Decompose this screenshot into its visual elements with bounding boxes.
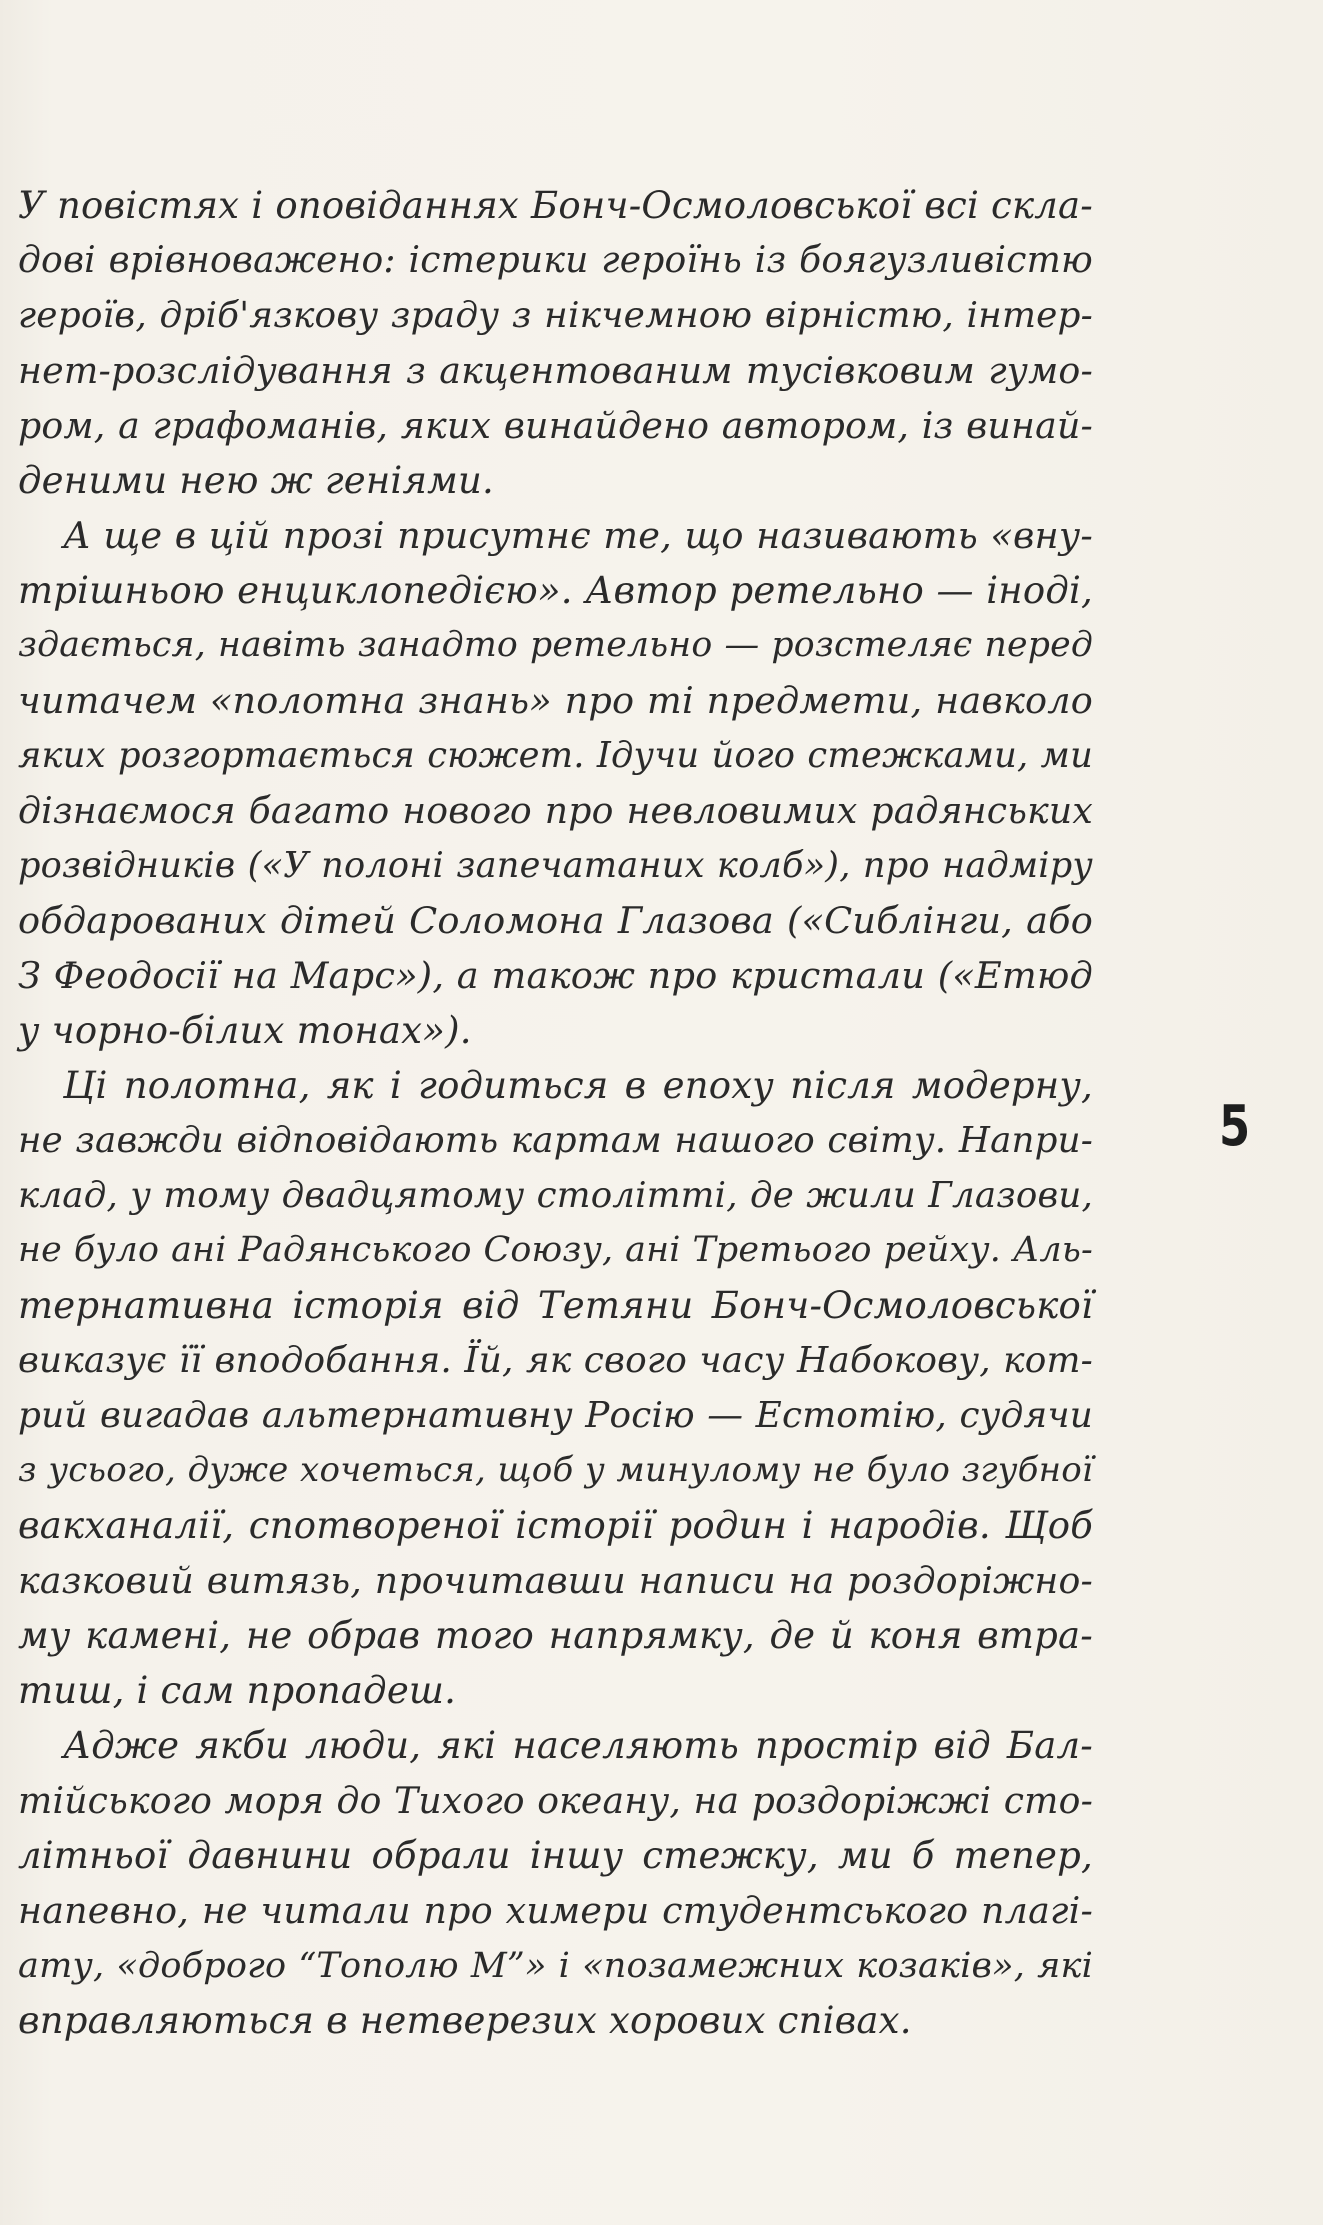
text-line: Адже якби люди, які населяють простір від Бал- xyxy=(63,1724,1093,1767)
text-line: тернативна історія від Тетяни Бонч-Осмоловської xyxy=(18,1284,1093,1327)
text-line: вакханалії, спотвореної історії родин і народів. Щоб xyxy=(18,1504,1093,1547)
text-line: казковий витязь, прочитавши написи на роздоріжно- xyxy=(18,1559,1093,1602)
text-line: нет-розслідування з акцентованим тусівковим гумо- xyxy=(18,349,1093,392)
text-line: не завжди відповідають картам нашого світу. Напри- xyxy=(18,1120,1093,1161)
text-line: героїв, дріб'язкову зраду з нікчемною вірністю, інтер- xyxy=(18,295,1093,336)
paragraph-1 xyxy=(18,178,1093,508)
text-line: трішньою енциклопедією». Автор ретельно — іноді, xyxy=(18,569,1093,612)
text-line: ату, «доброго “Тополю М”» і «позамежних козаків», які xyxy=(18,1945,1093,1986)
text-line: тиш, і сам пропадеш. xyxy=(18,1669,457,1712)
text-line: А ще в цій прозі присутнє те, що називають «вну- xyxy=(63,514,1093,557)
text-line: Ці полотна, як і годиться в епоху після модерну, xyxy=(63,1064,1093,1107)
text-line: виказує її вподобання. Їй, як свого часу Набокову, кот- xyxy=(18,1340,1093,1381)
body-text xyxy=(18,178,1093,2048)
text-line: тійського моря до Тихого океану, на роздоріжжі сто- xyxy=(18,1779,1093,1822)
text-line: здається, навіть занадто ретельно — розстеляє перед xyxy=(18,625,1093,665)
paragraph-4 xyxy=(18,1718,1093,2048)
text-line: у чорно-білих тонах»). xyxy=(18,1009,472,1052)
text-line: розвідників («У полоні запечатаних колб»), про надміру xyxy=(18,845,1093,886)
text-line: У повістях і оповіданнях Бонч-Осмоловської всі скла- xyxy=(18,184,1093,227)
text-line: клад, у тому двадцятому столітті, де жили Глазови, xyxy=(18,1175,1093,1216)
text-line: дізнаємося багато нового про невловимих радянських xyxy=(18,789,1093,832)
text-line: дові врівноважено: істерики героїнь із боягузливістю xyxy=(18,239,1093,281)
text-line: деними нею ж геніями. xyxy=(18,459,495,502)
paragraph-2 xyxy=(18,508,1093,1058)
text-line: з усього, дуже хочеться, щоб у минулому не було згубної xyxy=(18,1450,1093,1490)
text-line: З Феодосії на Марс»), а також про кристали («Етюд xyxy=(18,954,1093,997)
text-line: не було ані Радянського Союзу, ані Третього рейху. Аль- xyxy=(18,1230,1093,1270)
text-line: обдарованих дітей Соломона Глазова («Сиблінги, або xyxy=(18,899,1093,942)
text-line: рий вигадав альтернативну Росію — Естотію, судячи xyxy=(18,1395,1093,1436)
text-line: напевно, не читали про химери студентського плагі- xyxy=(18,1889,1093,1932)
text-line: ром, а графоманів, яких винайдено автором, із винай- xyxy=(18,404,1093,447)
text-line: літньої давнини обрали іншу стежку, ми б тепер, xyxy=(18,1834,1093,1877)
page-number: 5 xyxy=(1219,1094,1251,1159)
text-line: вправляються в нетверезих хорових співах. xyxy=(18,1999,912,2042)
text-line: му камені, не обрав того напрямку, де й коня втра- xyxy=(18,1614,1093,1657)
text-line: яких розгортається сюжет. Ідучи його стежками, ми xyxy=(18,735,1093,776)
text-line: читачем «полотна знань» про ті предмети, навколо xyxy=(18,679,1093,722)
paragraph-3 xyxy=(18,1058,1093,1718)
